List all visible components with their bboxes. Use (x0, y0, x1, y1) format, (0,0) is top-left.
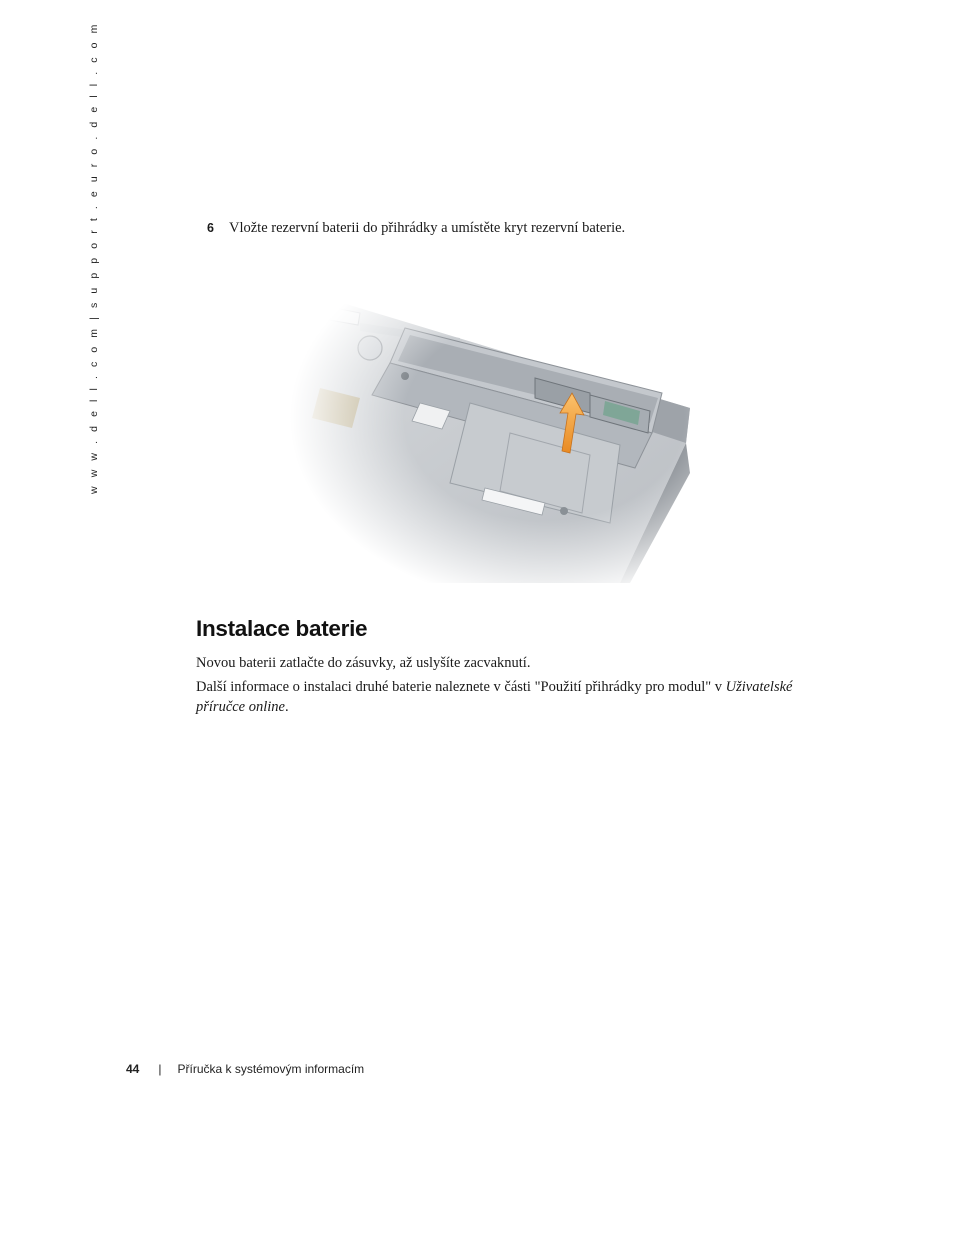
section-title: Instalace baterie (196, 616, 368, 641)
battery-bay-illustration (290, 283, 700, 583)
paragraph-insert-battery: Novou baterii zatlačte do zásuvky, až uslyšíte zacvaknutí. (196, 655, 531, 671)
paragraph-text: Další informace o instalaci druhé baterie naleznete v části "Použití přihrádky pro modul" v (196, 679, 726, 695)
page-number: 44 (126, 1062, 140, 1076)
footer-separator: | (158, 1062, 162, 1076)
footer-title: Příručka k systémovým informacím (177, 1062, 365, 1076)
paragraph-more-info (196, 677, 796, 717)
user-guide-reference: Uživatelské příručce online (196, 679, 793, 715)
paragraph-end: . (285, 699, 289, 715)
page-footer (126, 1062, 364, 1076)
step-number: 6 (207, 221, 214, 235)
step-item (207, 220, 625, 237)
step-text: Vložte rezervní baterii do přihrádky a umístěte kryt rezervní baterie. (229, 220, 626, 236)
sidebar-url: w w w . d e l l . c o m | s u p p o r t . e u r o . d e l l . c o m (88, 21, 100, 494)
